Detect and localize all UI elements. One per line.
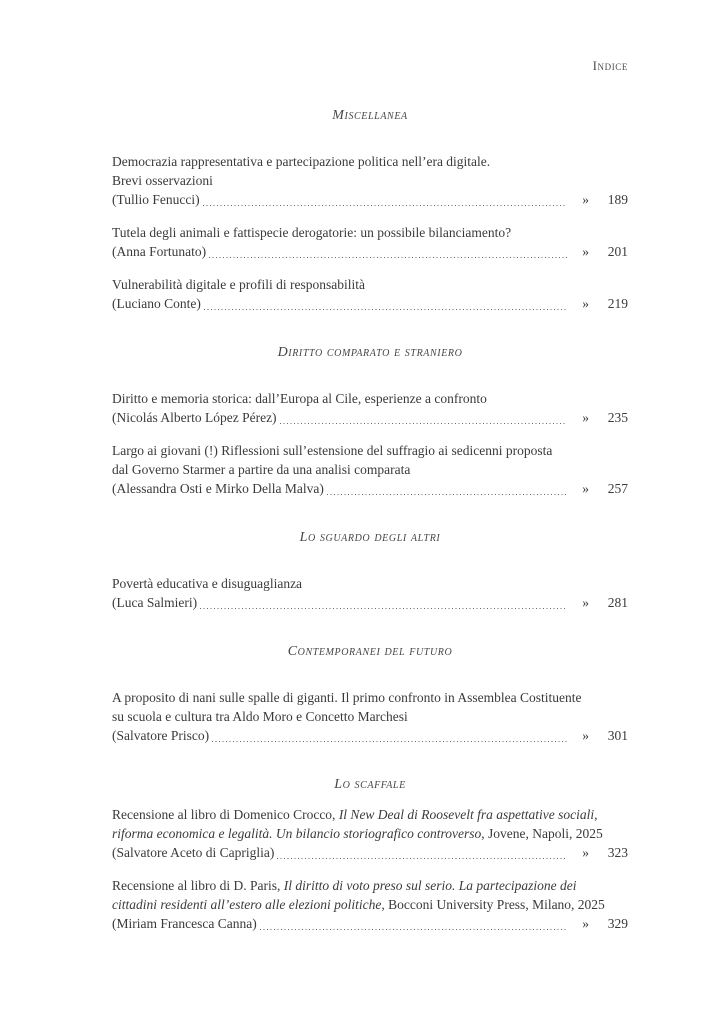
entry-author: (Nicolás Alberto López Pérez) xyxy=(112,410,277,425)
running-head: Indice xyxy=(592,58,628,73)
toc-entry-osti-della-malva xyxy=(112,441,628,498)
entry-title-line: A proposito di nani sulle spalle di giganti. Il primo confronto in Assemblea Costituente xyxy=(112,690,582,705)
entry-author-line xyxy=(112,593,628,612)
entry-title-line: Vulnerabilità digitale e profili di responsabilità xyxy=(112,277,365,292)
page-mark: » xyxy=(582,728,589,743)
entry-title-line: Democrazia rappresentativa e partecipazione politica nell’era digitale. xyxy=(112,154,491,169)
entry-author: (Luciano Conte) xyxy=(112,296,201,311)
page-mark: » xyxy=(582,481,589,496)
page-mark: » xyxy=(582,916,589,931)
entry-author-line xyxy=(112,190,628,209)
toc-entry-fortunato xyxy=(112,223,628,261)
toc-section-contemporanei-futuro xyxy=(112,643,628,745)
entry-author-line xyxy=(112,242,628,261)
toc-entry-canna xyxy=(112,876,628,933)
page-mark: » xyxy=(582,296,589,311)
entry-title-roman: Recensione al libro di D. Paris, xyxy=(112,878,284,893)
toc-section-sguardo-altri xyxy=(112,529,628,612)
entry-author-line xyxy=(112,294,628,313)
toc-section-scaffale xyxy=(112,776,628,933)
entry-author: (Salvatore Prisco) xyxy=(112,728,210,743)
entry-author: (Miriam Francesca Canna) xyxy=(112,916,257,931)
section-heading-scaffale: Lo scaffale xyxy=(334,777,406,792)
entry-page-number: 323 xyxy=(607,845,628,860)
entry-author: (Luca Salmieri) xyxy=(112,595,198,610)
section-heading-contemporanei-futuro: Contemporanei del futuro xyxy=(287,644,453,659)
entry-title-line xyxy=(112,805,628,824)
entry-title-italic: cittadini residenti all’estero alle elezioni politiche xyxy=(112,897,382,912)
entry-title-italic: Il New Deal di Roosevelt fra aspettative sociali, xyxy=(338,807,598,822)
toc-section-miscellanea xyxy=(112,107,628,313)
toc-entry-fenucci xyxy=(112,152,628,209)
toc-entry-aceto-di-capriglia xyxy=(112,805,628,862)
toc-entry-prisco xyxy=(112,688,628,745)
entry-page-number: 281 xyxy=(607,595,628,610)
entry-author-line xyxy=(112,479,628,498)
entry-title-line xyxy=(112,824,628,843)
entry-page-number: 235 xyxy=(607,410,628,425)
toc-section-diritto-comparato xyxy=(112,344,628,498)
dot-leader xyxy=(203,204,568,206)
entry-author-line xyxy=(112,726,628,745)
entry-title-italic: Il diritto di voto preso sul serio. La partecipazione dei xyxy=(283,878,577,893)
entry-author: (Tullio Fenucci) xyxy=(112,192,200,207)
section-heading-miscellanea: Miscellanea xyxy=(332,108,408,123)
page-mark: » xyxy=(582,410,589,425)
entry-page-number: 301 xyxy=(607,728,628,743)
entry-title-roman: Recensione al libro di Domenico Crocco, xyxy=(112,807,339,822)
dot-leader xyxy=(204,308,567,310)
entry-page-number: 329 xyxy=(607,916,628,931)
entry-title-line xyxy=(112,876,628,895)
entry-title-line: dal Governo Starmer a partire da una analisi comparata xyxy=(112,462,411,477)
entry-page-number: 257 xyxy=(607,481,628,496)
dot-leader xyxy=(212,740,567,742)
entry-page-number: 201 xyxy=(607,244,628,259)
entry-author-line xyxy=(112,843,628,862)
page-mark: » xyxy=(582,845,589,860)
entry-title-line: Largo ai giovani (!) Riflessioni sull’estensione del suffragio ai sedicenni proposta xyxy=(112,443,553,458)
toc-entry-lopez-perez xyxy=(112,389,628,427)
section-heading-diritto-comparato: Diritto comparato e straniero xyxy=(277,345,463,360)
entry-page-number: 189 xyxy=(607,192,628,207)
entry-title-italic: riforma economica e legalità. Un bilancio storiografico controverso xyxy=(112,826,482,841)
entry-title-line xyxy=(112,895,628,914)
dot-leader xyxy=(200,607,567,609)
page-mark: » xyxy=(582,192,589,207)
entry-author: (Alessandra Osti e Mirko Della Malva) xyxy=(112,481,324,496)
toc-entry-salmieri xyxy=(112,574,628,612)
section-heading-sguardo-altri: Lo sguardo degli altri xyxy=(299,530,441,545)
entry-title-line: Brevi osservazioni xyxy=(112,173,213,188)
toc-entry-conte xyxy=(112,275,628,313)
dot-leader xyxy=(327,493,567,495)
entry-title-roman: , Jovene, Napoli, 2025 xyxy=(481,826,603,841)
entry-author-line xyxy=(112,408,628,427)
entry-title-line: Tutela degli animali e fattispecie derogatorie: un possibile bilanciamento? xyxy=(112,225,512,240)
entry-title-line: Diritto e memoria storica: dall’Europa al Cile, esperienze a confronto xyxy=(112,391,487,406)
dot-leader xyxy=(260,928,568,930)
entry-title-line: su scuola e cultura tra Aldo Moro e Concetto Marchesi xyxy=(112,709,408,724)
entry-author: (Salvatore Aceto di Capriglia) xyxy=(112,845,275,860)
entry-title-line: Povertà educativa e disuguaglianza xyxy=(112,576,303,591)
page-mark: » xyxy=(582,595,589,610)
page-mark: » xyxy=(582,244,589,259)
entry-page-number: 219 xyxy=(607,296,628,311)
dot-leader xyxy=(277,857,567,859)
entry-author: (Anna Fortunato) xyxy=(112,244,207,259)
entry-title-roman: , Bocconi University Press, Milano, 2025 xyxy=(381,897,605,912)
dot-leader xyxy=(209,256,567,258)
dot-leader xyxy=(280,422,568,424)
entry-author-line xyxy=(112,914,628,933)
